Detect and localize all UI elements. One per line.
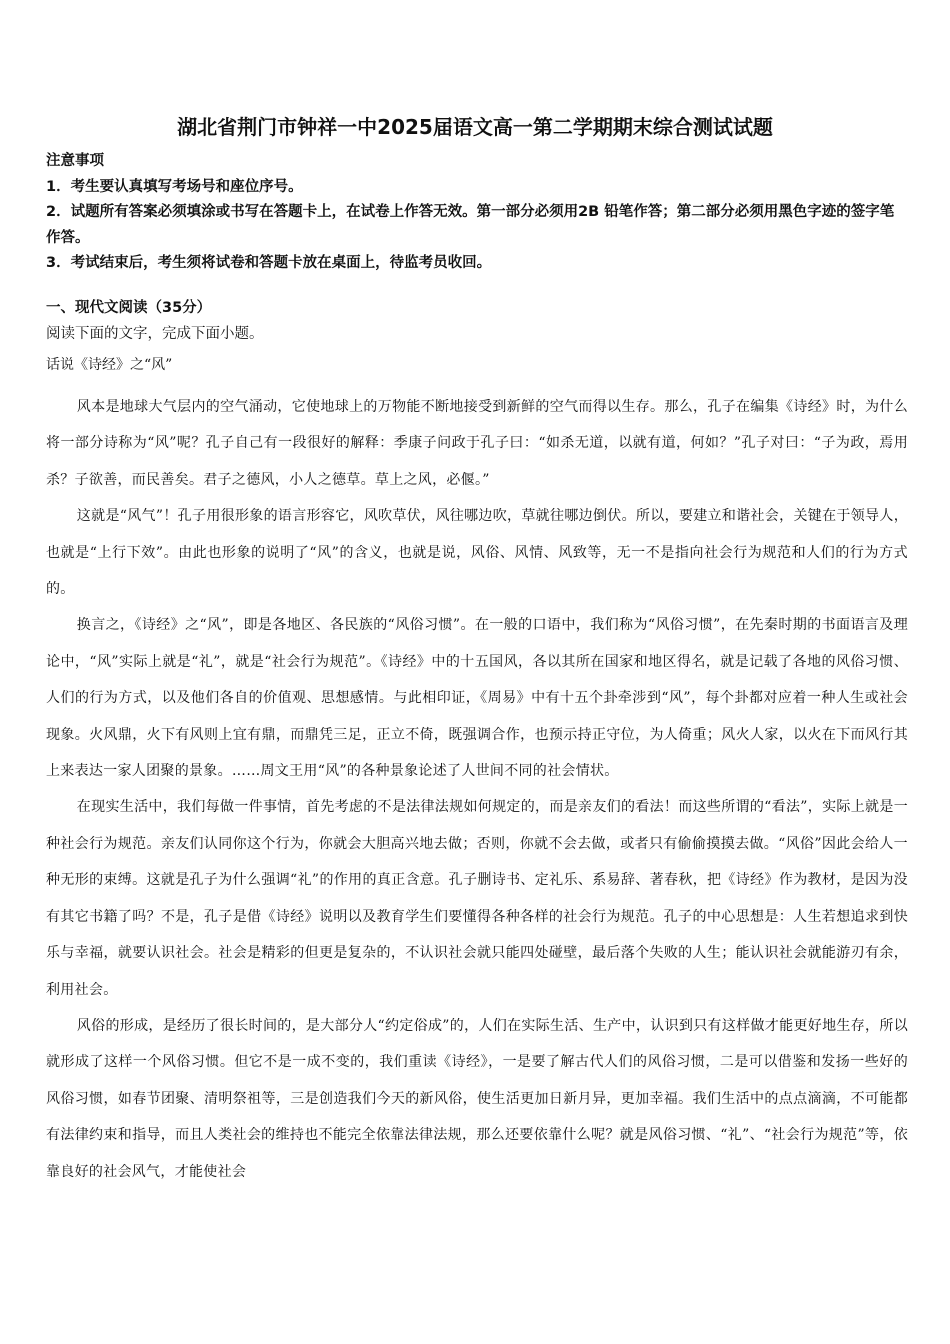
reading-section-header	[46, 296, 908, 379]
notice-item: 1．考生要认真填写考场号和座位序号。	[46, 178, 303, 195]
section-heading: 一、现代文阅读（35分）	[46, 300, 212, 316]
article-body	[46, 389, 908, 1190]
article-paragraph: 在现实生活中，我们每做一件事情，首先考虑的不是法律法规如何规定的，而是亲友们的看法！而这些所谓的“看法”，实际上就是一种社会行为规范。亲友们认同你这个行为，你就会大胆高兴地去做；否则，你就不会去做，或者只有偷偷摸摸去做。“风俗”因此会给人一种无形的束缚。这就是孔子为什么强调“礼”的作用的真正含意。孔子删诗书、定礼乐、系易辞、著春秋，把《诗经》作为教材，是因为没有其它书籍了吗？不是，孔子是借《诗经》说明以及教育学生们要懂得各种各样的社会行为规范。孔子的中心思想是：人生若想追求到快乐与幸福，就要认识社会。社会是精彩的但更是复杂的，不认识社会就只能四处碰壁，最后落个失败的人生；能认识社会就能游刃有余，利用社会。	[46, 799, 908, 998]
article-title: 话说《诗经》之“风”	[46, 357, 173, 373]
article-paragraph: 风本是地球大气层内的空气涌动，它使地球上的万物能不断地接受到新鲜的空气而得以生存。那么，孔子在编集《诗经》时，为什么将一部分诗称为“风”呢？孔子自己有一段很好的解释：季康子问政于孔子曰：“如杀无道，以就有道，何如？”孔子对曰：“子为政，焉用杀？子欲善，而民善矣。君子之德风，小人之德草。草上之风，必偃。”	[46, 399, 908, 488]
article-paragraph: 换言之，《诗经》之“风”，即是各地区、各民族的“风俗习惯”。在一般的口语中，我们称为“风俗习惯”，在先秦时期的书面语言及理论中，“风”实际上就是“礼”，就是“社会行为规范”。《诗经》中的十五国风，各以其所在国家和地区得名，就是记载了各地的风俗习惯、人们的行为方式，以及他们各自的价值观、思想感情。与此相印证，《周易》中有十五个卦牵涉到“风”，每个卦都对应着一种人生或社会现象。火风鼎，火下有风则上宜有鼎，而鼎凭三足，正立不倚，既强调合作，也预示持正守位，为人倚重；风火人家，以火在下而风行其上来表达一家人团聚的景象。……周文王用“风”的各种景象论述了人世间不同的社会情状。	[46, 617, 908, 780]
notice-block	[46, 149, 908, 277]
notice-heading: 注意事项	[46, 153, 104, 169]
article-paragraph: 这就是“风气”！孔子用很形象的语言形容它，风吹草伏，风往哪边吹，草就往哪边倒伏。所以，要建立和谐社会，关键在于领导人，也就是“上行下效”。由此也形象的说明了“风”的含义，也就是说，风俗、风情、风致等，无一不是指向社会行为规范和人们的行为方式的。	[46, 508, 908, 598]
notice-item: 2．试题所有答案必须填涂或书写在答题卡上，在试卷上作答无效。第一部分必须用2B 铅笔作答；第二部分必须用黑色字迹的签字笔作答。	[46, 204, 895, 246]
notice-item: 3．考试结束后，考生须将试卷和答题卡放在桌面上，待监考员收回。	[46, 255, 492, 271]
exam-title: 湖北省荆门市钟祥一中2025届语文高一第二学期期末综合测试试题	[177, 115, 773, 139]
section-instruction: 阅读下面的文字，完成下面小题。	[46, 325, 264, 342]
article-paragraph: 风俗的形成，是经历了很长时间的，是大部分人“约定俗成”的，人们在实际生活、生产中，认识到只有这样做才能更好地生存，所以就形成了这样一个风俗习惯。但它不是一成不变的，我们重读《诗经》，一是要了解古代人们的风俗习惯，二是可以借鉴和发扬一些好的风俗习惯，如春节团聚、清明祭祖等，三是创造我们今天的新风俗，使生活更加日新月异，更加幸福。我们生活中的点点滴滴，不可能都有法律约束和指导，而且人类社会的维持也不能完全依靠法律法规，那么还要依靠什么呢？就是风俗习惯、“礼”、“社会行为规范”等，依靠良好的社会风气，才能使社会	[46, 1017, 908, 1180]
